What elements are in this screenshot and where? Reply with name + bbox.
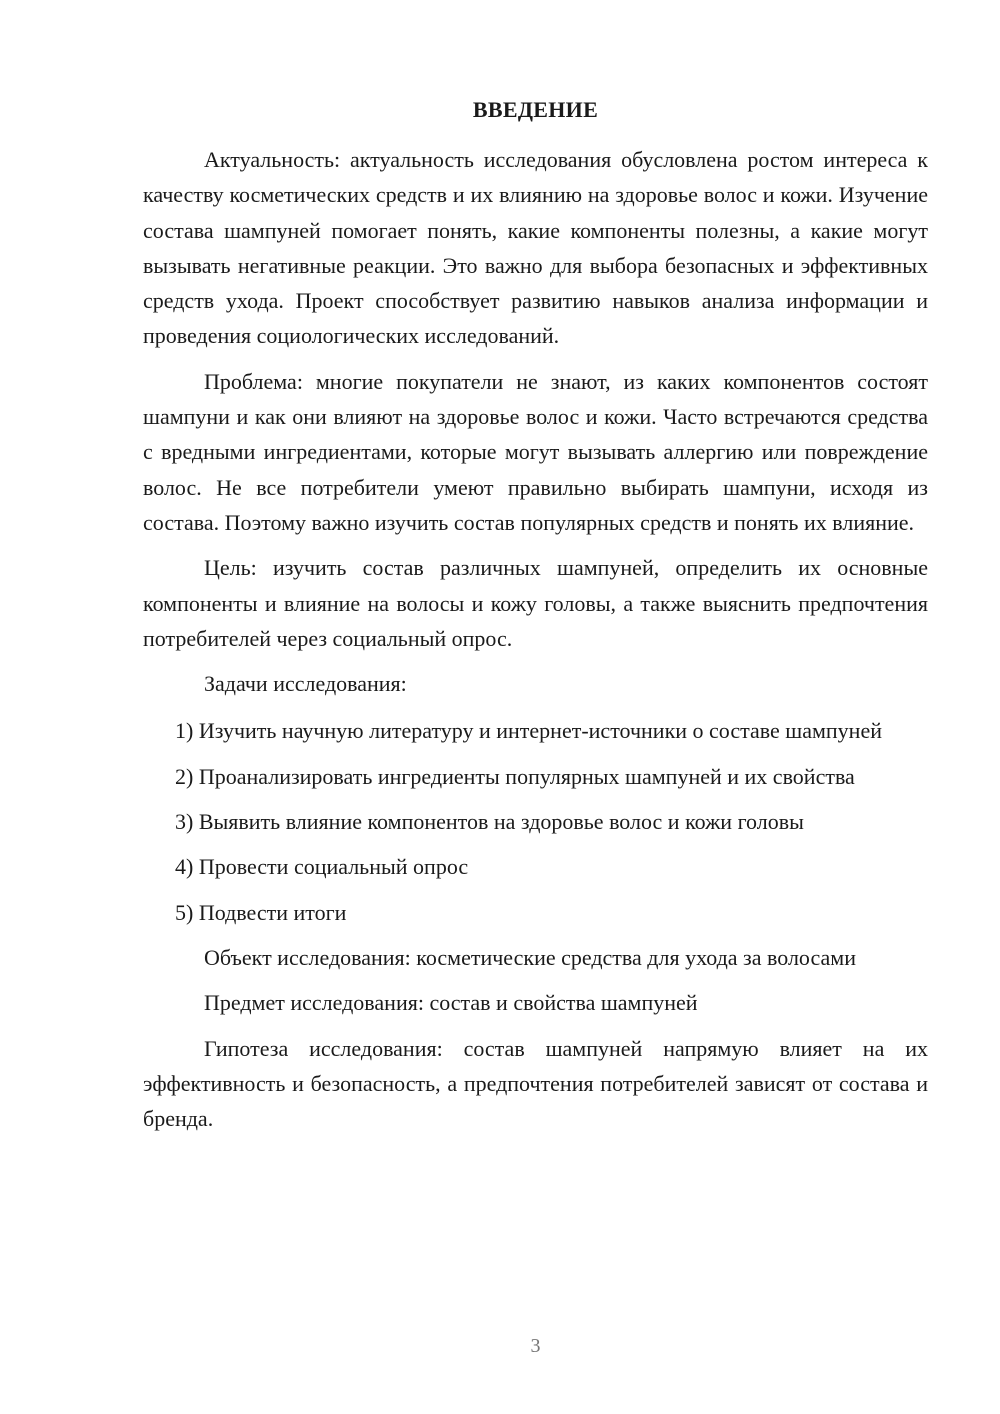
task-item: 4) Провести социальный опрос bbox=[175, 854, 469, 880]
paragraph-object: Объект исследования: косметические средства для ухода за волосами bbox=[204, 944, 856, 970]
paragraph-hypothesis: Гипотеза исследования: состав шампуней напрямую влияет на их эффективность и безопасность, а предпочтения потребителей зависят от состава и бренда. bbox=[143, 1035, 928, 1132]
task-item: 3) Выявить влияние компонентов на здоровье волос и кожи головы bbox=[175, 809, 804, 835]
task-item: 1) Изучить научную литературу и интернет-источники о составе шампуней bbox=[175, 718, 882, 744]
paragraph-relevance: Актуальность: актуальность исследования обусловлена ростом интереса к качеству косметических средств и их влиянию на здоровье волос и кожи. Изучение состава шампуней помогает понять, какие компоненты полезны, а какие могут вызывать негативные реакции. Это важно для выбора безопасных и эффективных средств ухода. Проект способствует развитию навыков анализа информации и проведения социологических исследований. bbox=[143, 147, 928, 349]
task-item: 5) Подвести итоги bbox=[175, 899, 347, 925]
tasks-heading: Задачи исследования: bbox=[204, 671, 407, 697]
paragraph-problem: Проблема: многие покупатели не знают, из каких компонентов состоят шампуни и как они влияют на здоровье волос и кожи. Часто встречаются средства с вредными ингредиентами, которые могут вызывать аллергию или повреждение волос. Не все потребители умеют правильно выбирать шампуни, исходя из состава. Поэтому важно изучить состав популярных средств и понять их влияние. bbox=[143, 368, 928, 535]
task-item: 2) Проанализировать ингредиенты популярных шампуней и их свойства bbox=[175, 763, 855, 789]
page-number: 3 bbox=[530, 1335, 541, 1357]
body-text bbox=[143, 142, 928, 1146]
paragraph-subject: Предмет исследования: состав и свойства шампуней bbox=[204, 990, 698, 1016]
page-title: ВВЕДЕНИЕ bbox=[472, 97, 599, 122]
paragraph-goal: Цель: изучить состав различных шампуней, определить их основные компоненты и влияние на волосы и кожу головы, а также выяснить предпочтения потребителей через социальный опрос. bbox=[143, 555, 928, 651]
document-page bbox=[143, 0, 928, 1414]
